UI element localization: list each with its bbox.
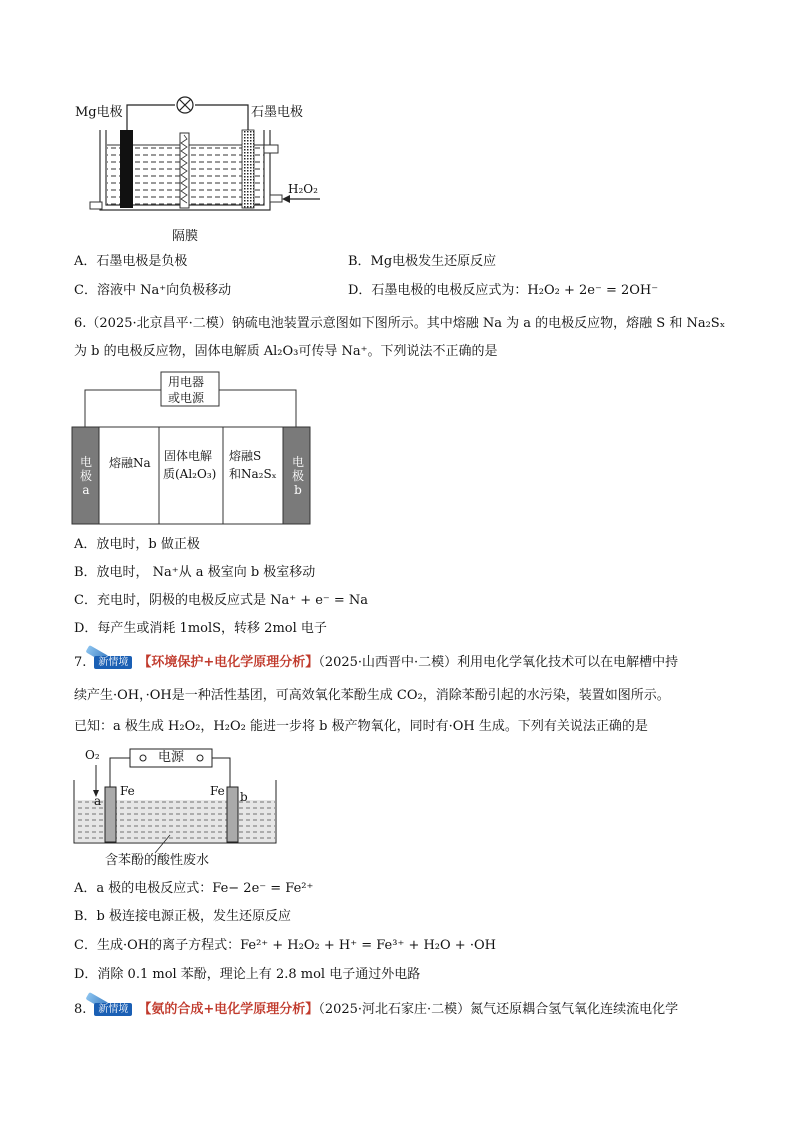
q5-option-c: C．溶液中 Na⁺向负极移动 (74, 283, 232, 298)
graphite-electrode-label: 石墨电极 (251, 105, 304, 120)
q6-stem-line2: 为 b 的电极反应物，固体电解质 Al₂O₃可传导 Na⁺。下列说法不正确的是 (74, 344, 498, 359)
q7-stem-text-1: （2025·山西晋中·二模）利用电化学氧化技术可以在电解槽中持 (318, 655, 679, 670)
q6-option-b: B．放电时， Na⁺从 a 极室向 b 极室移动 (74, 565, 316, 580)
molten-na-label: 熔融Na (109, 456, 151, 470)
q8-stem-line1 (74, 1000, 678, 1019)
electrode-a-tag: a (94, 794, 102, 808)
q5-option-b: B．Mg电极发生还原反应 (348, 254, 497, 269)
q7-option-a: A．a 极的电极反应式：Fe− 2e⁻ = Fe²⁺ (74, 881, 314, 896)
device-label-1: 用电器 (168, 375, 205, 389)
q7-option-c: C．生成·OH的离子方程式：Fe²⁺ + H₂O₂ + H⁺ = Fe³⁺ + H₂O + ·OH (74, 938, 496, 953)
q5-option-a: A．石墨电极是负极 (74, 254, 188, 269)
q5-option-d: D．石墨电极的电极反应式为：H₂O₂ + 2e⁻ = 2OH⁻ (348, 283, 659, 298)
q7-option-b: B．b 极连接电源正极，发生还原反应 (74, 909, 292, 924)
o2-label: O₂ (85, 748, 100, 762)
q6-option-d: D．每产生或消耗 1molS，转移 2mol 电子 (74, 621, 327, 636)
q7-topic: 【环境保护+电化学原理分析】 (138, 655, 319, 670)
electrolyte-label-2: 质(Al₂O₃) (163, 467, 217, 481)
q8-stem-text-1: （2025·河北石家庄·二模）氮气还原耦合氢气氧化连续流电化学 (318, 1002, 679, 1017)
q6-option-c: C．充电时，阴极的电极反应式是 Na⁺ + e⁻ = Na (74, 593, 369, 608)
new-scenario-badge: 新情境 (86, 1000, 134, 1016)
h2o2-label: H₂O₂ (288, 182, 318, 196)
device-label-2: 或电源 (168, 391, 205, 405)
q8-number: 8. (74, 1002, 87, 1017)
electrode-b-label: 电 极 b (291, 455, 304, 497)
power-label: 电源 (158, 750, 185, 765)
electrode-a-label: 电 极 a (79, 455, 92, 497)
waste-water-label: 含苯酚的酸性废水 (105, 853, 210, 868)
new-scenario-badge: 新情境 (86, 653, 134, 669)
mg-electrode-label: Mg电极 (75, 105, 123, 120)
q7-stem-line3: 已知：a 极生成 H₂O₂，H₂O₂ 能进一步将 b 极产物氧化，同时有·OH 生成。下列有关说法正确的是 (74, 719, 648, 734)
q7-stem-line1 (74, 653, 678, 672)
electrode-b-tag: b (240, 790, 248, 804)
q7-number: 7. (74, 655, 87, 670)
q7-stem-line2: 续产生·OH，·OH是一种活性基团，可高效氧化苯酚生成 CO₂，消除苯酚引起的水污染，装置如图所示。 (74, 688, 670, 703)
electrolyte-label-1: 固体电解 (164, 449, 213, 463)
membrane-label: 隔膜 (172, 229, 199, 244)
fe-right-label: Fe (210, 784, 225, 798)
q6-option-a: A．放电时，b 做正极 (74, 537, 200, 552)
molten-s-label-1: 熔融S (229, 449, 262, 463)
fe-left-label: Fe (120, 784, 135, 798)
q8-topic: 【氨的合成+电化学原理分析】 (138, 1002, 319, 1017)
q7-option-d: D．消除 0.1 mol 苯酚，理论上有 2.8 mol 电子通过外电路 (74, 967, 421, 982)
q6-stem-line1: 6.（2025·北京昌平·二模）钠硫电池装置示意图如下图所示。其中熔融 Na 为 a 的电极反应物，熔融 S 和 Na₂Sₓ (74, 316, 726, 331)
molten-s-label-2: 和Na₂Sₓ (229, 467, 277, 481)
